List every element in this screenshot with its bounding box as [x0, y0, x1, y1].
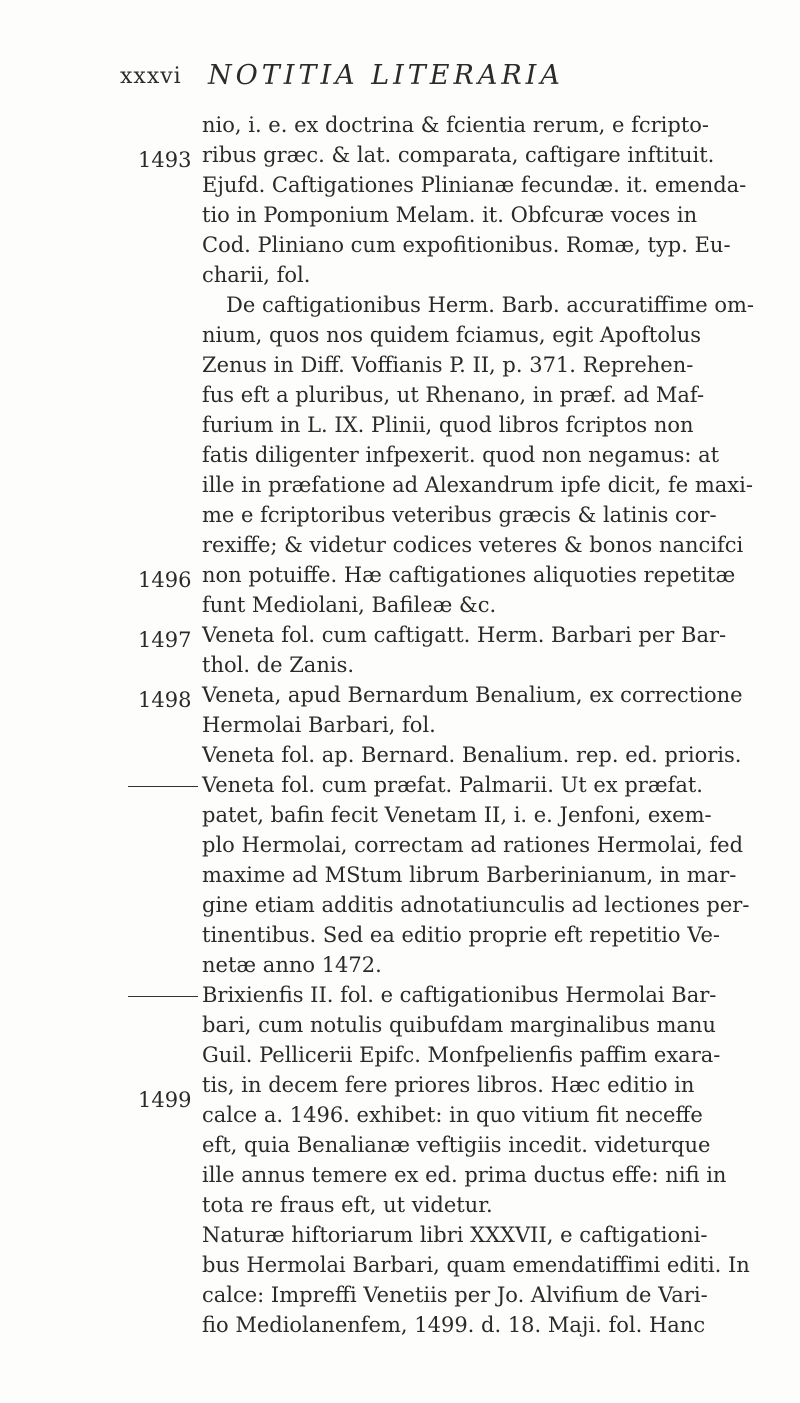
- margin-year-1498: 1498: [138, 688, 192, 712]
- page-number: xxxvi: [120, 64, 182, 89]
- text-line: Veneta, apud Bernardum Benalium, ex correctione: [202, 683, 743, 707]
- text-line: tota re fraus eft, ut videtur.: [202, 1193, 493, 1217]
- em-dash-rule: [128, 786, 198, 787]
- text-line: calce: Impreffi Venetiis per Jo. Alvifium de Vari-: [202, 1283, 708, 1307]
- text-line: tis, in decem fere priores libros. Hæc editio in: [202, 1073, 695, 1097]
- text-line: Veneta fol. ap. Bernard. Benalium. rep. ed. prioris.: [202, 743, 742, 767]
- text-line: me e fcriptoribus veteribus græcis & latinis cor-: [202, 503, 717, 527]
- text-line: Cod. Pliniano cum expofitionibus. Romæ, typ. Eu-: [202, 233, 731, 257]
- text-line: Guil. Pellicerii Epifc. Monfpelienfis paffim exara-: [202, 1043, 721, 1067]
- text-line: ille annus temere ex ed. prima ductus effe: nifi in: [202, 1163, 727, 1187]
- text-line: [202, 980, 762, 1010]
- text-line: fus eft a pluribus, ut Rhenano, in præf. ad Maf-: [202, 383, 705, 407]
- text-line: eft, quia Benalianæ veftigiis incedit. videturque: [202, 1133, 711, 1157]
- text-line: gine etiam additis adnotatiunculis ad lectiones per-: [202, 893, 750, 917]
- text-line: furium in L. IX. Plinii, quod libros fcriptos non: [202, 413, 694, 437]
- margin-year-1496: 1496: [138, 568, 192, 592]
- em-dash-rule: [128, 996, 198, 997]
- text-line-content: Veneta fol. cum præfat. Palmarii. Ut ex præfat.: [202, 773, 703, 797]
- text-line: ribus græc. & lat. comparata, caftigare inftituit.: [202, 143, 715, 167]
- text-line: De caftigationibus Herm. Barb. accuratiffime om-: [226, 293, 754, 317]
- text-line: patet, bafin fecit Venetam II, i. e. Jenfoni, exem-: [202, 803, 712, 827]
- text-line: thol. de Zanis.: [202, 653, 355, 677]
- margin-year-1497: 1497: [138, 628, 192, 652]
- text-line: Hermolai Barbari, fol.: [202, 713, 436, 737]
- body-text: [202, 110, 762, 1340]
- text-line: Zenus in Diff. Voffianis P. II, p. 371. Reprehen-: [202, 353, 694, 377]
- text-line: ille in præfatione ad Alexandrum ipfe dicit, fe maxi-: [202, 473, 753, 497]
- running-header: [120, 50, 760, 90]
- text-line: netæ anno 1472.: [202, 953, 382, 977]
- text-line: nium, quos nos quidem fciamus, egit Apoftolus: [202, 323, 702, 347]
- text-line: charii, fol.: [202, 263, 311, 287]
- text-line: calce a. 1496. exhibet: in quo vitium fit neceffe: [202, 1103, 703, 1127]
- margin-year-1499: 1499: [138, 1088, 192, 1112]
- text-line: rexiffe; & videtur codices veteres & bonos nancifci: [202, 533, 744, 557]
- text-line-content: Brixienfis II. fol. e caftigationibus Hermolai Bar-: [202, 983, 717, 1007]
- text-line: [202, 770, 762, 800]
- text-line: tio in Pomponium Melam. it. Obfcuræ voces in: [202, 203, 698, 227]
- text-line: fatis diligenter infpexerit. quod non negamus: at: [202, 443, 720, 467]
- text-line: plo Hermolai, correctam ad rationes Hermolai, fed: [202, 833, 744, 857]
- text-line: Naturæ hiftoriarum libri XXXVII, e caftigationi-: [202, 1223, 708, 1247]
- text-line: bari, cum notulis quibufdam marginalibus manu: [202, 1013, 716, 1037]
- text-line: tinentibus. Sed ea editio proprie eft repetitio Ve-: [202, 923, 720, 947]
- text-line: non potuiffe. Hæ caftigationes aliquoties repetitæ: [202, 563, 736, 587]
- text-line: Ejufd. Caftigationes Plinianæ fecundæ. it. emenda-: [202, 173, 747, 197]
- text-line: fio Mediolanenfem, 1499. d. 18. Maji. fol. Hanc: [202, 1313, 706, 1337]
- text-line: funt Mediolani, Bafileæ &c.: [202, 593, 497, 617]
- running-title: NOTITIA LITERARIA: [208, 60, 564, 91]
- margin-year-1493: 1493: [138, 148, 192, 172]
- text-line: maxime ad MStum librum Barberinianum, in mar-: [202, 863, 737, 887]
- text-line: bus Hermolai Barbari, quam emendatiffimi editi. In: [202, 1253, 750, 1277]
- text-line: nio, i. e. ex doctrina & fcientia rerum, e fcripto-: [202, 113, 710, 137]
- text-line: Veneta fol. cum caftigatt. Herm. Barbari per Bar-: [202, 623, 727, 647]
